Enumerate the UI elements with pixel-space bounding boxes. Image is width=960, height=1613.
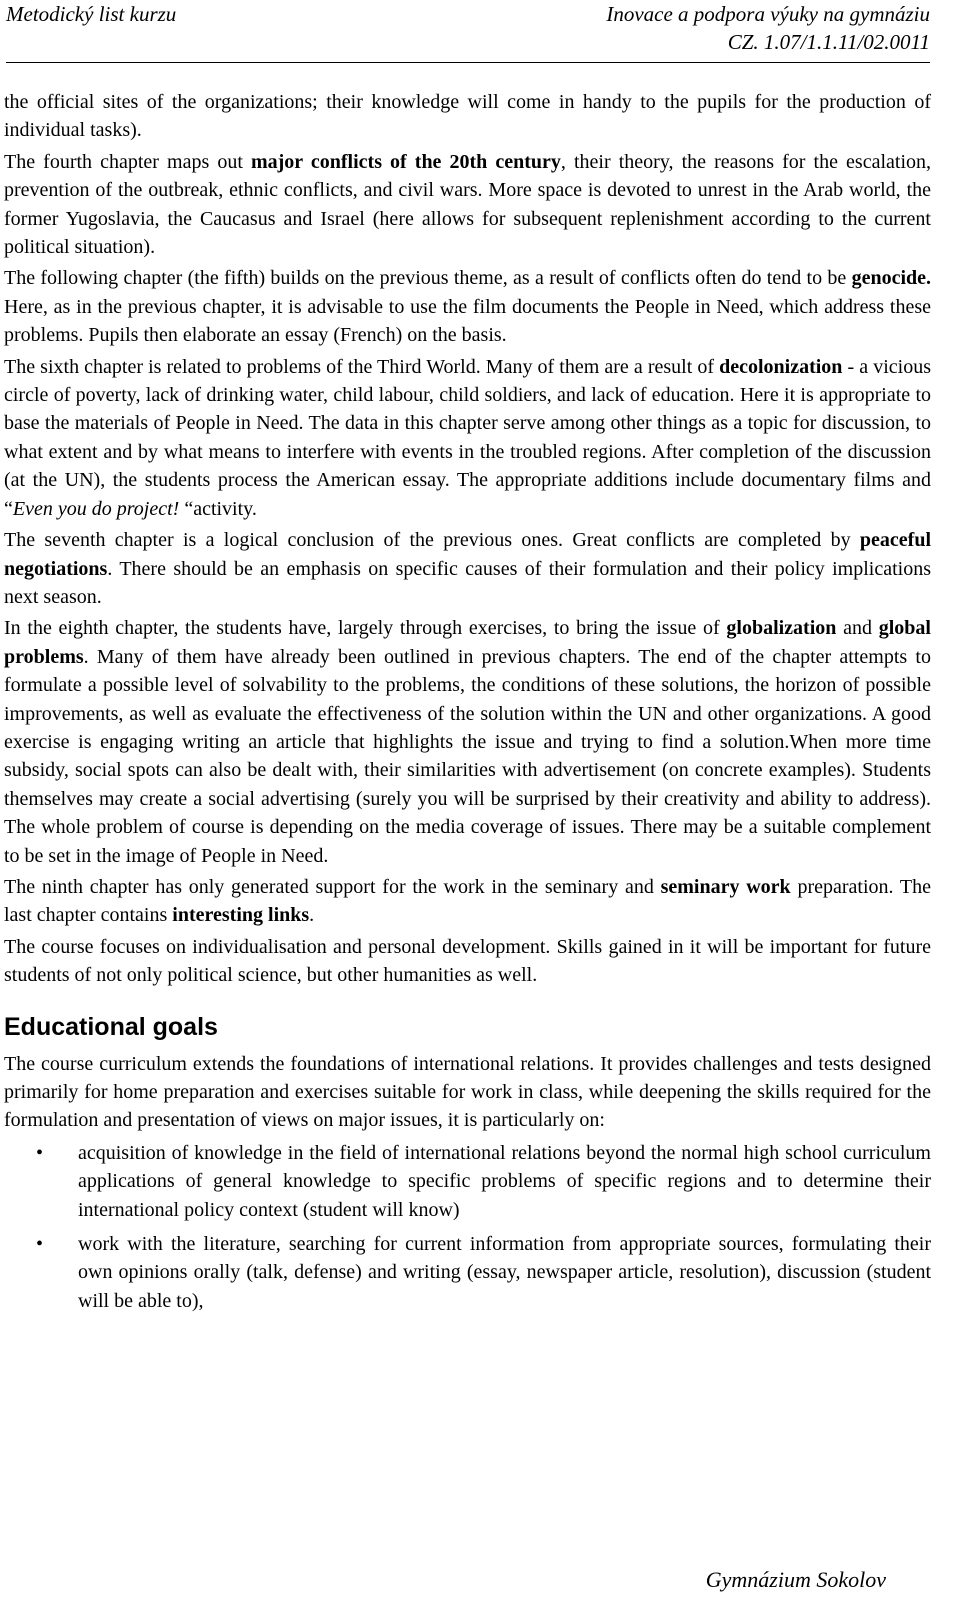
- bold-term: genocide.: [851, 267, 931, 290]
- text-run: and: [836, 617, 879, 640]
- list-item: [4, 1230, 931, 1315]
- bullet-icon: •: [36, 1233, 44, 1256]
- document-body: [4, 88, 931, 1321]
- paragraph-sixth-chapter: [4, 353, 931, 523]
- text-run: The following chapter (the fifth) builds on the previous theme, as a result of conflicts often do tend to be: [4, 267, 852, 290]
- header-project-code: CZ. 1.07/1.1.11/02.0011: [727, 30, 930, 54]
- page-header: [6, 0, 930, 63]
- header-project-info: [606, 0, 930, 56]
- page-footer: Gymnázium Sokolov: [705, 1567, 886, 1592]
- bold-term: decolonization: [719, 355, 843, 378]
- text-run: “activity.: [179, 497, 257, 520]
- list-item-text: work with the literature, searching for current information from appropriate sources, formulating their own opinions orally (talk, defense) and writing (essay, newspaper article, resolution), discussion (student will be able to),: [78, 1233, 931, 1312]
- text-run: The fourth chapter maps out: [4, 150, 251, 173]
- text-run: The seventh chapter is a logical conclusion of the previous ones. Great conflicts are completed by: [4, 529, 860, 552]
- list-item: [4, 1139, 931, 1224]
- text-run: In the eighth chapter, the students have, largely through exercises, to bring the issue of: [4, 617, 727, 640]
- paragraph-official-sites: the official sites of the organizations; their knowledge will come in handy to the pupils for the production of individual tasks).: [4, 91, 931, 142]
- header-course-title: Metodický list kurzu: [6, 2, 177, 26]
- bold-term: interesting links: [172, 904, 310, 927]
- section-heading: Educational goals: [4, 1012, 218, 1041]
- paragraph-eighth-chapter: [4, 614, 931, 870]
- bold-term: major conflicts of the 20th century: [250, 150, 561, 173]
- text-run: The sixth chapter is related to problems of the Third World. Many of them are a result of: [4, 355, 720, 378]
- text-run: .: [309, 904, 315, 927]
- bold-term: seminary work: [660, 875, 791, 898]
- text-run: Here, as in the previous chapter, it is advisable to use the film documents the People in Need, which address these problems. Pupils then elaborate an essay (French) on the basis.: [4, 295, 931, 347]
- header-project-name: Inovace a podpora výuky na gymnáziu: [606, 2, 930, 26]
- list-item-text: acquisition of knowledge in the field of international relations beyond the normal high school curriculum applications of general knowledge to specific problems of specific regions and to determine their international policy context (student will know): [78, 1141, 931, 1221]
- text-run: . There should be an emphasis on specific causes of their formulation and their policy implications next season.: [4, 557, 931, 608]
- paragraph-seventh-chapter: [4, 526, 931, 611]
- italic-term: Even you do project!: [12, 497, 180, 520]
- text-run: preparation. The last chapter contains: [4, 875, 931, 927]
- paragraph-fourth-chapter: [4, 148, 931, 262]
- bold-term: globalization: [726, 617, 837, 640]
- text-run: The ninth chapter has only generated support for the work in the seminary and: [4, 875, 661, 898]
- text-run: . Many of them have already been outlined in previous chapters. The end of the chapter attempts to formulate a possible level of solvability to the problems, the conditions of these solutions, the horizon of possible improvements, as well as evaluate the effectiveness of the solution within the UN and other organizations. A good exercise is engaging writing an article that highlights the issue and trying to find a solution.When more time subsidy, social spots can also be dealt with, their similarities with advertisement (on concrete examples). Students themselves may create a social advertising (surely you will be surprised by their creativity and ability to address). The whole problem of course is depending on the media coverage of issues. There may be a suitable complement to be set in the image of People in Need.: [4, 645, 931, 867]
- text-run: , their theory, the reasons for the escalation, prevention of the outbreak, ethnic conflicts, and civil wars. More space is devoted to unrest in the Arab world, the former Yugoslavia, the Caucasus and Israel (here allows for subsequent replenishment according to the current political situation).: [4, 150, 932, 259]
- paragraph-fifth-chapter: [4, 264, 931, 349]
- goals-list: [4, 1139, 931, 1315]
- paragraph-goals-intro: The course curriculum extends the foundations of international relations. It provides challenges and tests designed primarily for home preparation and exercises suitable for work in class, while deepening the skills required for the formulation and presentation of views on major issues, it is particularly on:: [4, 1052, 931, 1132]
- text-run: - a vicious circle of poverty, lack of drinking water, child labour, child soldiers, and lack of education. Here it is appropriate to base the materials of People in Need. The data in this chapter serve among other things as a topic for discussion, to what extent and by what means to interfere with events in the troubled regions. After completion of the discussion (at the UN), the students process the American essay. The appropriate additions include documentary films and “: [4, 355, 931, 520]
- bullet-icon: •: [36, 1141, 44, 1164]
- bold-term: peaceful negotiations: [4, 529, 931, 580]
- bold-term: global problems: [4, 617, 931, 668]
- paragraph-ninth-chapter: [4, 873, 931, 930]
- paragraph-course-focus: The course focuses on individualisation and personal development. Skills gained in it will be important for future students of not only political science, but other humanities as well.: [4, 935, 931, 987]
